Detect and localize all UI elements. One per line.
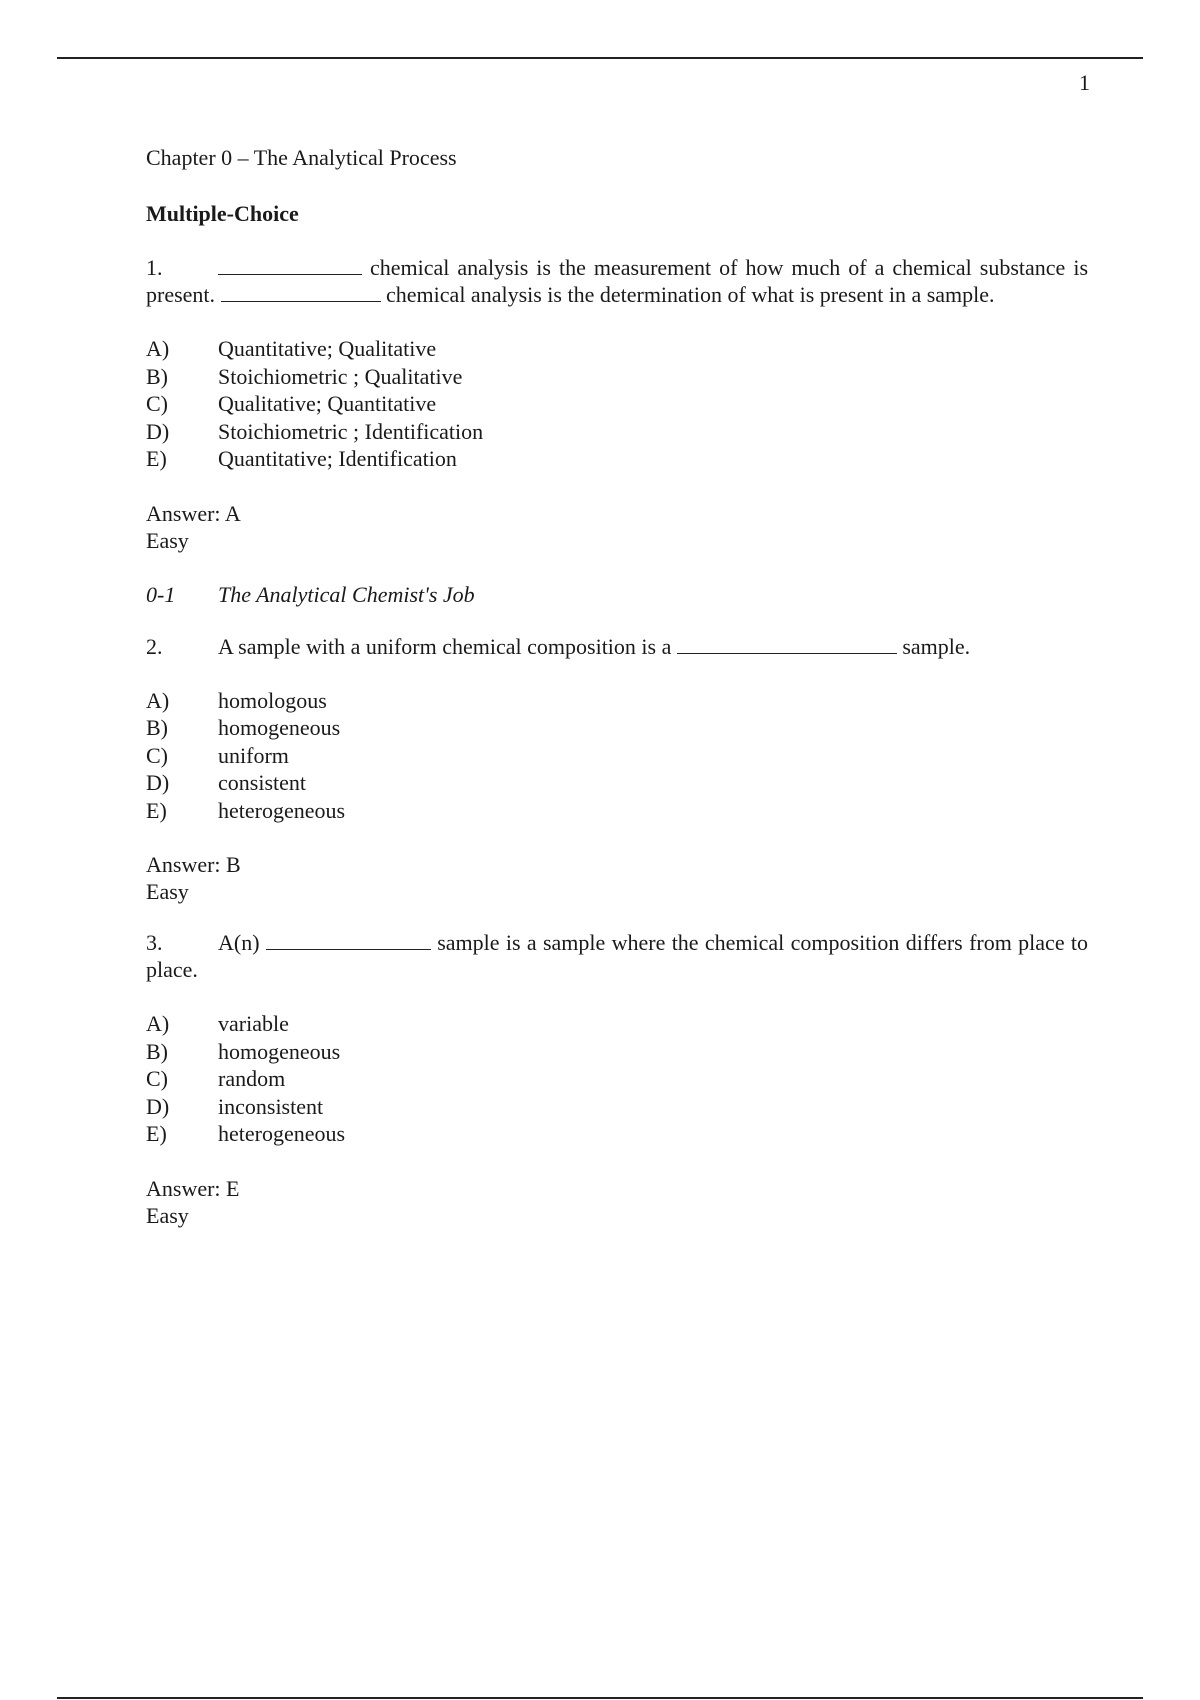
difficulty: Easy <box>146 527 189 553</box>
option-item: E) heterogeneous <box>146 797 346 823</box>
answer-blank <box>266 931 431 950</box>
topic-heading <box>146 581 1088 609</box>
option-item: E) heterogeneous <box>146 1121 346 1146</box>
difficulty: Easy <box>146 879 189 904</box>
answer-blank <box>218 256 362 275</box>
options-list <box>146 1010 1088 1148</box>
question-text: sample is a sample where the chemical composition differs from place to place. <box>146 930 1089 982</box>
difficulty: Easy <box>146 1202 189 1228</box>
answer-key: Answer: B <box>146 852 241 877</box>
option-item: B) homogeneous <box>146 715 341 740</box>
question-number: 2. <box>146 633 163 659</box>
answer-blank <box>677 635 897 654</box>
option-item: C) random <box>146 1066 286 1091</box>
answer-block <box>146 851 1088 905</box>
option-item: C) uniform <box>146 742 289 768</box>
option-item: A) Quantitative; Qualitative <box>146 336 437 361</box>
document-body <box>146 142 1088 1229</box>
question-number: 1. <box>146 255 163 280</box>
question-text: A(n) <box>218 930 260 955</box>
topic-title: The Analytical Chemist's Job <box>218 581 475 607</box>
footer-rule <box>57 1697 1143 1699</box>
option-item: A) variable <box>146 1011 289 1036</box>
option-item: D) inconsistent <box>146 1093 324 1119</box>
answer-blank <box>221 283 381 302</box>
header-rule <box>57 57 1143 59</box>
option-item: E) Quantitative; Identification <box>146 446 457 471</box>
answer-block <box>146 1175 1088 1229</box>
question-text: sample. <box>902 633 971 659</box>
question-text: A sample with a uniform chemical composition is a <box>218 633 672 659</box>
question-2 <box>146 633 1088 660</box>
option-item: C) Qualitative; Quantitative <box>146 391 437 416</box>
section-heading: Multiple-Choice <box>146 201 299 226</box>
option-item: A) homologous <box>146 687 327 713</box>
answer-block <box>146 500 1088 554</box>
options-list <box>146 335 1088 473</box>
question-number: 3. <box>146 930 163 955</box>
answer-key: Answer: E <box>146 1175 240 1201</box>
chapter-title: Chapter 0 – The Analytical Process <box>146 145 457 170</box>
question-3 <box>146 929 1088 983</box>
question-text: chemical analysis is the determination of what is present in a sample. <box>386 282 995 307</box>
answer-key: Answer: A <box>146 500 241 526</box>
topic-number: 0-1 <box>146 581 176 607</box>
page-number: 1 <box>1079 70 1090 95</box>
option-item: D) Stoichiometric ; Identification <box>146 418 484 444</box>
option-item: B) homogeneous <box>146 1038 341 1064</box>
question-text: chemical analysis is the measurement of how much of a chemical substance is present. <box>146 255 1089 307</box>
option-item: D) consistent <box>146 770 306 795</box>
question-1 <box>146 254 1088 308</box>
option-item: B) Stoichiometric ; Qualitative <box>146 363 463 389</box>
options-list <box>146 687 1088 825</box>
